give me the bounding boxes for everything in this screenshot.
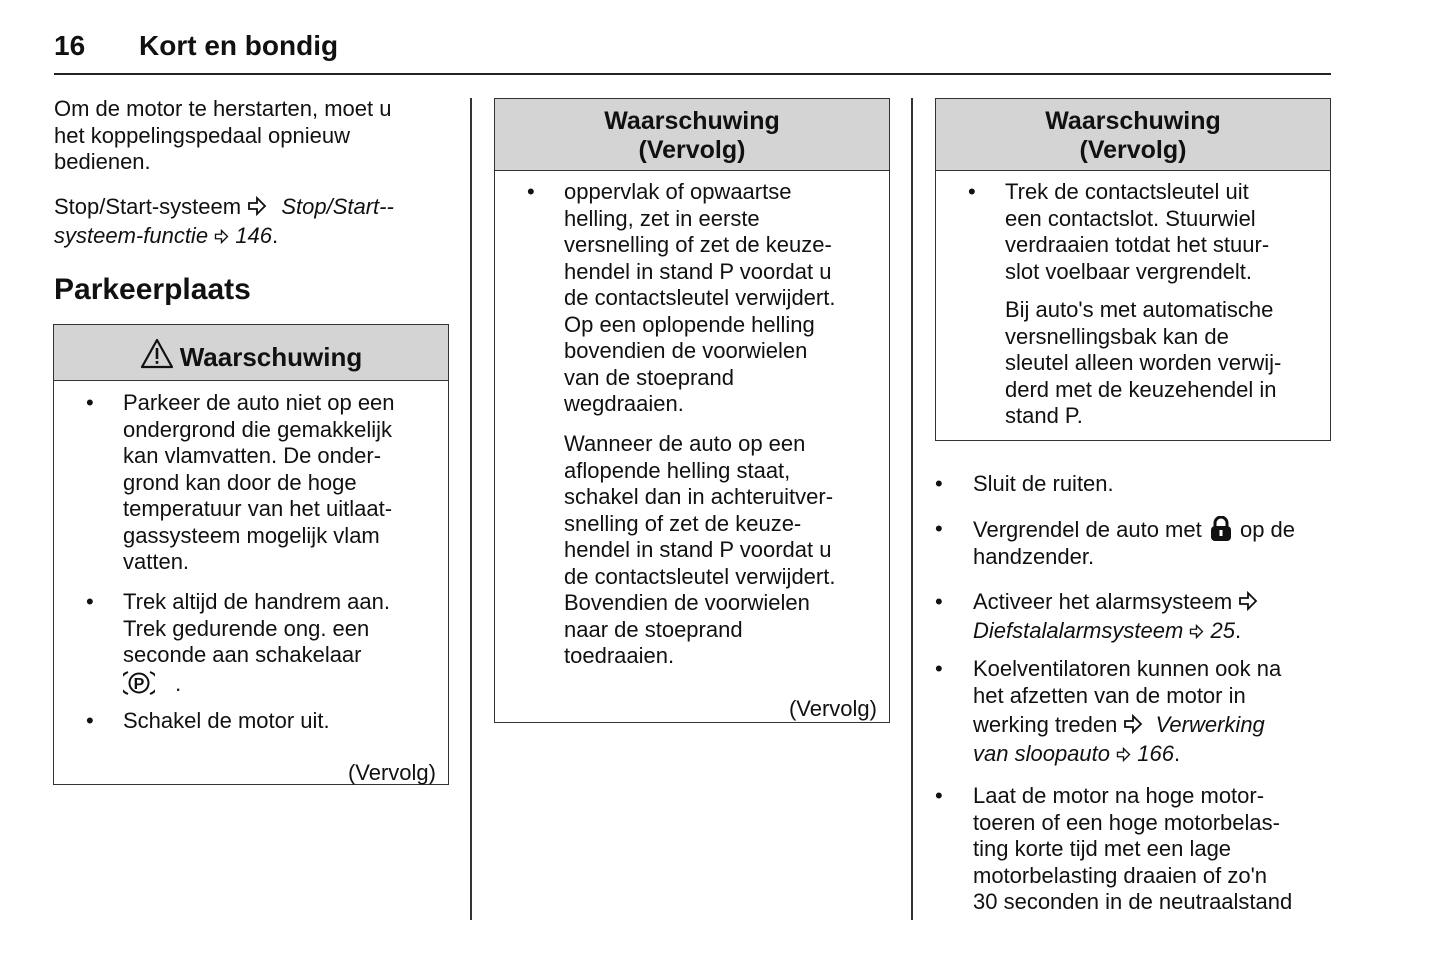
- list-item: [973, 471, 1114, 498]
- text-line: helling, zet in eerste: [564, 205, 760, 231]
- list-item: [973, 656, 1281, 767]
- parking-brake-icon: [123, 669, 155, 695]
- disposal-link-line2[interactable]: van sloopauto: [973, 740, 1110, 766]
- continued-label: (Vervolg): [788, 696, 877, 721]
- text-line: Wanneer de auto op een: [564, 431, 806, 456]
- warning-paragraph: [1005, 297, 1281, 430]
- period: .: [175, 670, 182, 696]
- text-line: snelling of zet de keuze-: [564, 510, 802, 536]
- warning-triangle-icon: [140, 338, 174, 369]
- text-line: 30 seconden in de neutraalstand: [973, 889, 1293, 914]
- text-line: Schakel de motor uit.: [123, 708, 330, 733]
- stopstart-link-line1[interactable]: Stop/Start--: [281, 194, 394, 219]
- text-line: de contactsleutel verwijdert.: [564, 285, 836, 310]
- text-line: toeren of een hoge motorbelas-: [973, 809, 1280, 835]
- text-line: de contactsleutel verwijdert.: [564, 563, 836, 589]
- warning-box-2: [494, 98, 890, 723]
- header-rule: [54, 73, 1331, 75]
- column-divider-1: [470, 98, 472, 920]
- text-line: naar de stoeprand: [564, 616, 743, 642]
- text-line: versnellingsbak kan de: [1005, 323, 1229, 349]
- text-line: een contactslot. Stuurwiel: [1005, 205, 1256, 231]
- text-line: stand P.: [1005, 403, 1083, 428]
- text-line: grond kan door de hoge: [123, 469, 357, 495]
- text-line: Koelventilatoren kunnen ook na: [973, 656, 1282, 681]
- text-line: Op een oplopende helling: [564, 311, 815, 337]
- text-line: handzender.: [973, 544, 1095, 569]
- text-line: hendel in stand P voordat u: [564, 258, 832, 284]
- text-line: slot voelbaar vergrendelt.: [1005, 258, 1253, 284]
- text-line: seconde aan schakelaar: [123, 642, 362, 667]
- cross-reference-arrow-icon: [1189, 624, 1204, 639]
- list-item: [123, 390, 395, 576]
- padlock-icon: [1210, 516, 1232, 542]
- text-line: oppervlak of opwaartse: [564, 179, 792, 204]
- list-item: [123, 708, 330, 735]
- alarm-system-link[interactable]: Diefstalalarmsysteem: [973, 617, 1184, 643]
- warning-subtitle: (Vervolg): [638, 136, 746, 164]
- text-line: ting korte tijd met een lage: [973, 836, 1232, 861]
- text-fragment: werking treden: [973, 712, 1118, 737]
- cross-reference-arrow-icon: [247, 196, 267, 216]
- list-item: [973, 783, 1292, 916]
- bullet-dot: •: [935, 516, 943, 541]
- warning-box-3: [935, 98, 1331, 441]
- warning-subtitle: (Vervolg): [1079, 136, 1187, 164]
- section-title: Parkeerplaats: [54, 273, 251, 306]
- intro-line-2: het koppelingspedaal opnieuw: [54, 122, 351, 148]
- cross-reference-arrow-icon: [1238, 591, 1258, 611]
- bullet-dot: •: [935, 656, 943, 681]
- intro-line-1: Om de motor te herstarten, moet u: [54, 96, 392, 121]
- alarm-page-ref[interactable]: 25: [1210, 617, 1236, 643]
- list-item: [1005, 179, 1269, 285]
- stopstart-link-line2[interactable]: systeem-functie: [54, 222, 209, 248]
- list-item: [564, 179, 835, 418]
- bullet-dot: •: [935, 783, 943, 808]
- text-line: Trek de contactsleutel uit: [1005, 179, 1249, 204]
- warning-box-header: [495, 99, 889, 171]
- text-line: Bij auto's met automatische: [1005, 297, 1274, 322]
- page-header-title: Kort en bondig: [139, 30, 339, 61]
- warning-title: Waarschuwing: [1045, 107, 1221, 135]
- period: .: [272, 222, 279, 248]
- stopstart-reference: [54, 194, 394, 249]
- text-fragment: Activeer het alarmsysteem: [973, 589, 1233, 614]
- text-line: Parkeer de auto niet op een: [123, 390, 395, 415]
- text-line: hendel in stand P voordat u: [564, 537, 832, 562]
- bullet-dot: •: [527, 179, 535, 204]
- page-number: 16: [54, 30, 86, 61]
- list-item: [973, 589, 1258, 644]
- intro-paragraph: [54, 96, 391, 176]
- text-line: schakel dan in achteruitver-: [564, 484, 834, 509]
- cross-reference-arrow-icon: [1116, 747, 1131, 762]
- disposal-link-line1[interactable]: Verwerking: [1155, 712, 1265, 737]
- text-line: motorbelasting draaien of zo'n: [973, 862, 1268, 888]
- text-fragment: Vergrendel de auto met: [973, 517, 1202, 542]
- warning-title: Waarschuwing: [179, 342, 363, 372]
- text-line: Bovendien de voorwielen: [564, 590, 810, 615]
- text-line: temperatuur van het uitlaat-: [123, 496, 393, 521]
- cross-reference-arrow-icon: [214, 229, 229, 244]
- text-line: vatten.: [123, 549, 190, 574]
- text-line: derd met de keuzehendel in: [1005, 376, 1277, 402]
- bullet-dot: •: [86, 390, 94, 415]
- text-line: toedraaien.: [564, 643, 675, 668]
- list-item: [973, 516, 1295, 571]
- warning-box-header: [54, 325, 448, 381]
- text-line: aflopende helling staat,: [564, 457, 791, 483]
- warning-box-header: [936, 99, 1330, 171]
- disposal-page-ref[interactable]: 166: [1137, 740, 1174, 766]
- text-line: versnelling of zet de keuze-: [564, 232, 832, 257]
- text-line: van de stoeprand: [564, 364, 735, 390]
- warning-paragraph: [564, 431, 835, 670]
- continued-label: (Vervolg): [347, 760, 436, 785]
- stopstart-prefix: Stop/Start-systeem: [54, 194, 242, 219]
- text-fragment: op de: [1239, 517, 1296, 542]
- stopstart-page-ref[interactable]: 146: [235, 222, 273, 248]
- text-line: bovendien de voorwielen: [564, 338, 808, 363]
- text-line: het afzetten van de motor in: [973, 682, 1246, 708]
- svg-text:P: P: [133, 675, 145, 693]
- warning-box-1: [53, 324, 449, 785]
- period: .: [1173, 740, 1181, 766]
- text-line: Trek gedurende ong. een: [123, 615, 370, 641]
- bullet-dot: •: [935, 471, 943, 496]
- warning-title: Waarschuwing: [604, 107, 780, 135]
- bullet-dot: •: [86, 589, 94, 614]
- intro-line-3: bedienen.: [54, 149, 151, 174]
- bullet-dot: •: [935, 589, 943, 614]
- text-line: ondergrond die gemakkelijk: [123, 416, 393, 442]
- list-item: [123, 589, 390, 697]
- text-line: Laat de motor na hoge motor-: [973, 783, 1265, 808]
- text-line: wegdraaien.: [564, 391, 684, 416]
- cross-reference-arrow-icon: [1123, 714, 1143, 734]
- text-line: Trek altijd de handrem aan.: [123, 589, 390, 614]
- text-line: Sluit de ruiten.: [973, 471, 1114, 496]
- text-line: gassysteem mogelijk vlam: [123, 522, 380, 548]
- bullet-dot: •: [86, 708, 94, 733]
- text-line: kan vlamvatten. De onder-: [123, 443, 382, 468]
- column-divider-2: [911, 98, 913, 920]
- bullet-dot: •: [968, 179, 976, 204]
- period: .: [1235, 617, 1242, 643]
- text-line: verdraaien totdat het stuur-: [1005, 232, 1270, 257]
- text-line: sleutel alleen worden verwij-: [1005, 350, 1282, 375]
